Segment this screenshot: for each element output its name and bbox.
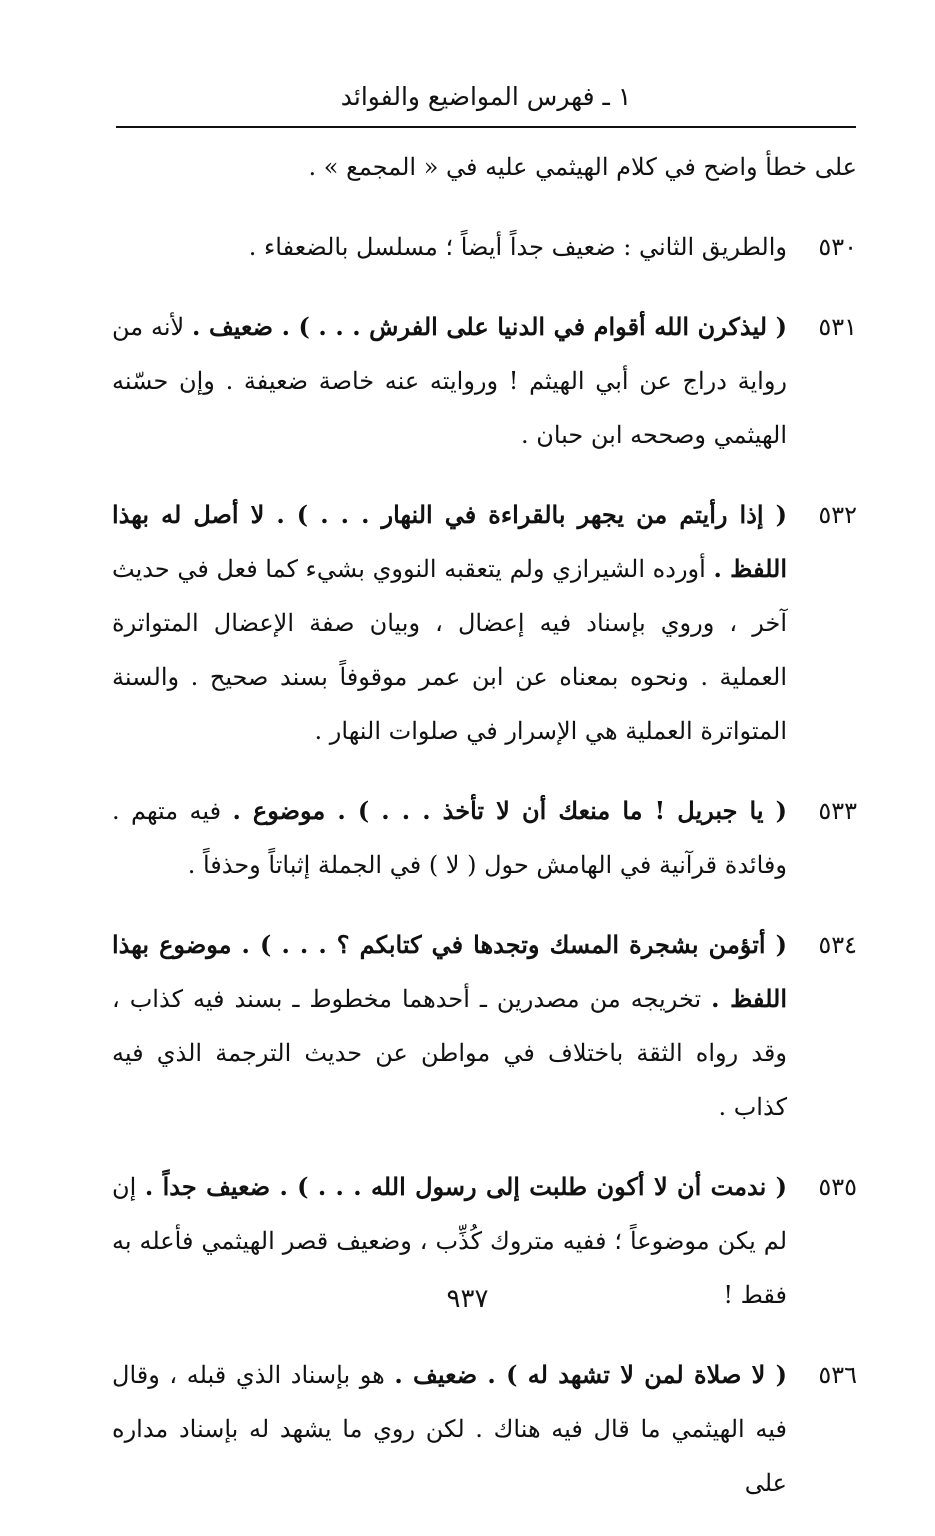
index-entry xyxy=(112,488,857,758)
index-entry xyxy=(112,1348,857,1510)
entry-number: ٥٣٦ xyxy=(818,1361,857,1389)
entry-text xyxy=(112,918,787,1134)
running-header: ١ ـ فهرس المواضيع والفوائد xyxy=(340,82,632,111)
entry-commentary: إن لم يكن موضوعاً ؛ ففيه متروك كُذِّب ، وضعيف قصر الهيثمي فأعله به فقط ! xyxy=(112,1173,787,1309)
entry-number: ٥٣٠ xyxy=(818,233,857,261)
entry-text xyxy=(112,140,857,194)
entry-commentary: أورده الشيرازي ولم يتعقبه النووي بشيء كما فعل في حديث آخر ، وروي بإسناد فيه إعضال ، وبيان صفة الإعضال المتواترة العملية . ونحوه بمعناه عن ابن عمر موقوفاً بسند صحيح . والسنة المتواترة العملية هي الإسرار في صلوات النهار . xyxy=(112,555,787,745)
entry-commentary: على خطأ واضح في كلام الهيثمي عليه في « المجمع » . xyxy=(308,153,857,181)
entry-text xyxy=(112,300,787,462)
entry-commentary: والطريق الثاني : ضعيف جداً أيضاً ؛ مسلسل بالضعفاء . xyxy=(248,233,787,261)
entry-commentary: هو بإسناد الذي قبله ، وقال فيه الهيثمي ما قال فيه هناك . لكن روي ما يشهد له بإسناد مداره على xyxy=(112,1361,787,1497)
header-rule xyxy=(116,126,856,128)
index-entries xyxy=(112,140,857,1536)
entry-title: ( ليذكرن الله أقوام في الدنيا على الفرش . . . ) . ضعيف . xyxy=(192,312,788,341)
entry-title: ( ندمت أن لا أكون طلبت إلى رسول الله . . . ) . ضعيف جداً . xyxy=(144,1172,788,1201)
entry-number: ٥٣٥ xyxy=(818,1173,857,1201)
entry-title: ( يا جبريل ! ما منعك أن لا تأخذ . . . ) . موضوع . xyxy=(232,796,787,825)
entry-number: ٥٣٤ xyxy=(818,931,857,959)
index-entry xyxy=(112,140,857,194)
entry-commentary: فيه متهم . وفائدة قرآنية في الهامش حول ( لا ) في الجملة إثباتاً وحذفاً . xyxy=(112,797,787,879)
index-entry xyxy=(112,918,857,1134)
entry-text xyxy=(112,220,787,274)
entry-number: ٥٣١ xyxy=(818,313,857,341)
entry-commentary: لأنه من رواية دراج عن أبي الهيثم ! وروايته عنه خاصة ضعيفة . وإن حسّنه الهيثمي وصححه ابن حبان . xyxy=(112,313,787,449)
index-entry xyxy=(112,300,857,462)
entry-title: ( إذا رأيتم من يجهر بالقراءة في النهار . . . ) . لا أصل له بهذا اللفظ . xyxy=(112,500,788,583)
entry-number: ٥٣٢ xyxy=(818,501,857,529)
entry-text xyxy=(112,1348,787,1510)
index-entry xyxy=(112,220,857,274)
entry-title: ( لا صلاة لمن لا تشهد له ) . ضعيف . xyxy=(394,1360,787,1389)
index-entry xyxy=(112,784,857,892)
entry-title: ( أتؤمن بشجرة المسك وتجدها في كتابكم ؟ . . . ) . موضوع بهذا اللفظ . xyxy=(112,930,787,1013)
entry-text xyxy=(112,488,787,758)
entry-commentary: تخريجه من مصدرين ـ أحدهما مخطوط ـ بسند فيه كذاب ، وقد رواه الثقة باختلاف في مواطن عن حديث الترجمة الذي فيه كذاب . xyxy=(112,985,787,1121)
entry-number: ٥٣٣ xyxy=(818,797,857,825)
entry-text xyxy=(112,784,787,892)
page-number: ٩٣٧ xyxy=(446,1284,489,1314)
